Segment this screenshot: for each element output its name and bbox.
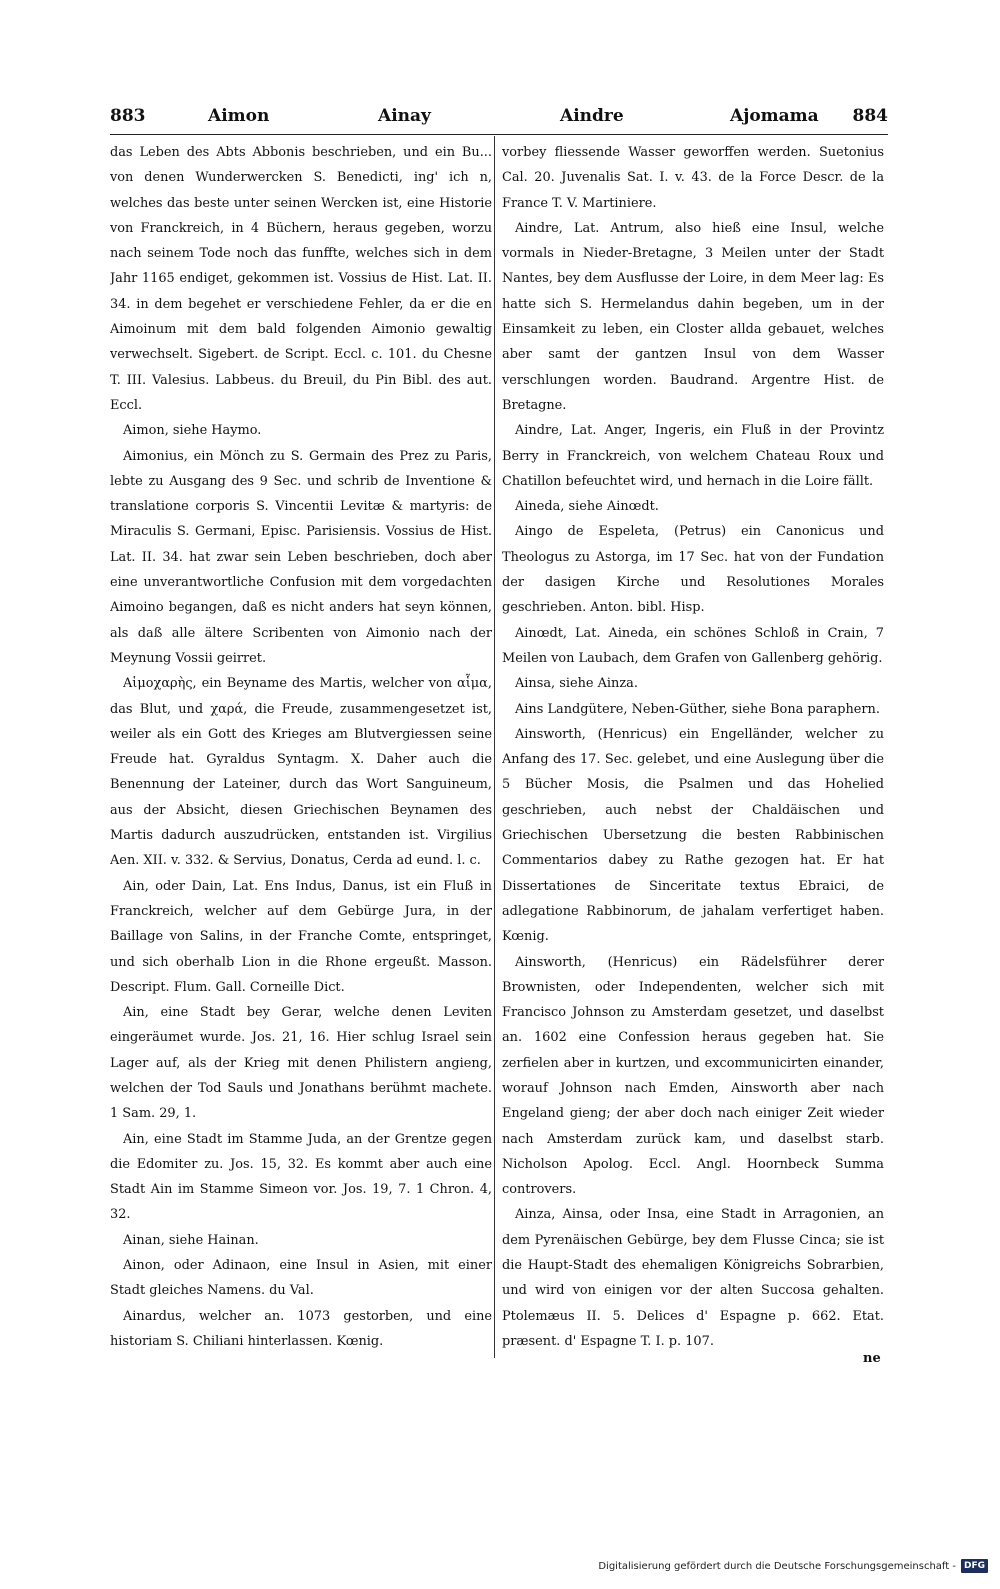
entry-paragraph: Ainœdt, Lat. Aineda, ein schönes Schloß in Crain, 7 Meilen von Laubach, dem Grafen von Gallenberg gehörig. [502,625,884,666]
header-keyword-1: Aimon [208,106,270,126]
entry-paragraph: Ains Landgütere, Neben-Güther, siehe Bona paraphern. [515,701,880,717]
header-keyword-2: Ainay [378,106,431,126]
entry-paragraph: Αἱμοχαρὴς, ein Beyname des Martis, welcher von αἷμα, das Blut, und χαρά, die Freude, zusammengesetzet ist, weiler als ein Gott des Krieges am Blutvergiessen seine Freude hat. Gyraldus Syntagm. X. Daher auch die Benennung der Lateiner, durch das Wort Sanguineum, aus der Absicht, diesen Griechischen Beynamen des Martis dadurch auszudrücken, entstanden ist. Virgilius Aen. XII. v. 332. & Servius, Donatus, Cerda ad eund. l. c. [110,676,492,869]
entry-paragraph: Aindre, Lat. Anger, Ingeris, ein Fluß in der Provintz Berry in Franckreich, von welchem Chateau Roux und Chatillon befeuchtet wird, und hernach in die Loire fällt. [502,423,884,489]
entry-paragraph: Ainon, oder Adinaon, eine Insul in Asien, mit einer Stadt gleiches Namens. du Val. [110,1258,492,1299]
entry-paragraph: Ainsworth, (Henricus) ein Rädelsführer derer Brownisten, oder Independenten, welcher sich mit Francisco Johnson zu Amsterdam gesetzet, und daselbst an. 1602 eine Confession heraus gegeben hat. Sie zerfielen aber in kurtzen, und excommunicirten einander, worauf Johnson nach Emden, Ainsworth aber nach Engeland gieng; der aber doch nach einiger Zeit wieder nach Amsterdam zurück kam, und daselbst starb. Nicholson Apolog. Eccl. Angl. Hoornbeck Summa controvers. [502,954,884,1198]
header-keyword-4: Ajomama [730,106,819,126]
entry-paragraph: Ainan, siehe Hainan. [123,1232,259,1248]
entry-paragraph: Ain, eine Stadt im Stamme Juda, an der Grentze gegen die Edomiter zu. Jos. 15, 32. Es kommt aber auch eine Stadt Ain im Stamme Simeon vor. Jos. 19, 7. 1 Chron. 4, 32. [110,1131,492,1223]
catchword: ne [863,1351,881,1366]
entry-paragraph: Aimon, siehe Haymo. [123,423,262,439]
entry-paragraph: Aindre, Lat. Antrum, also hieß eine Insul, welche vormals in Nieder-Bretagne, 3 Meilen unter der Stadt Nantes, bey dem Ausflusse der Loire, in dem Meer lag: Es hatte sich S. Hermelandus dahin begeben, um in der Einsamkeit zu leben, ein Closter allda gebauet, welches aber samt der gantzen Insul von dem Wasser verschlungen worden. Baudrand. Argentre Hist. de Bretagne. [502,220,884,413]
column-divider [494,136,495,1358]
entry-paragraph: Aineda, siehe Ainœdt. [515,499,659,515]
page-number-right: 884 [852,106,888,126]
left-column [110,140,492,1354]
right-column [502,140,884,1354]
entry-paragraph: Ain, eine Stadt bey Gerar, welche denen Leviten eingeräumet wurde. Jos. 21, 16. Hier schlug Israel sein Lager auf, als der Krieg mit denen Philistern angieng, welchen der Tod Sauls und Jonathans berühmt machete. 1 Sam. 29, 1. [110,1005,492,1122]
page-number-left: 883 [110,106,146,126]
entry-paragraph: Ainsa, siehe Ainza. [515,676,638,692]
header-keyword-3: Aindre [560,106,624,126]
footer-text: Digitalisierung gefördert durch die Deutsche Forschungsgemeinschaft - [598,1560,956,1572]
running-header [110,100,888,135]
entry-paragraph: Aimonius, ein Mönch zu S. Germain des Prez zu Paris, lebte zu Ausgang des 9 Sec. und schrib de Inventione & translatione corporis S. Vincentii Levitæ & martyris: de Miraculis S. Germani, Episc. Parisiensis. Vossius de Hist. Lat. II. 34. hat zwar sein Leben beschrieben, doch aber eine unverantwortliche Confusion mit dem vorgedachten Aimoino begangen, daß es nicht anders hat seyn können, als daß alle ältere Scribenten von Aimonio nach der Meynung Vossii geirret. [110,448,492,666]
digitization-footer [598,1559,988,1573]
entry-paragraph: das Leben des Abts Abbonis beschrieben, und ein Bu... von denen Wunderwercken S. Benedicti, ing' ich n, welches das beste unter seinen Wercken ist, eine Historie von Franckreich, in 4 Büchern, heraus gegeben, worzu nach seinem Tode noch das funffte, welches sich in dem Jahr 1165 endiget, gekommen ist. Vossius de Hist. Lat. II. 34. in dem begehet er verschiedene Fehler, da er die en Aimoinum mit dem bald folgenden Aimonio gewaltig verwechselt. Sigebert. de Script. Eccl. c. 101. du Chesne T. III. Valesius. Labbeus. du Breuil, du Pin Bibl. des aut. Eccl. [110,145,492,413]
dfg-logo: DFG [961,1559,988,1573]
entry-paragraph: Ainsworth, (Henricus) ein Engelländer, welcher zu Anfang des 17. Sec. gelebet, und eine Auslegung über die 5 Bücher Mosis, die Psalmen und das Hohelied geschrieben, auch nebst der Chaldäischen und Griechischen Ubersetzung die besten Rabbinischen Commentarios dabey zu Rathe gezogen hat. Er hat Dissertationes de Sinceritate textus Ebraici, de adlegatione Rabbinorum, de jahalam verfertiget haben. Kœnig. [502,726,884,945]
entry-paragraph: Ainza, Ainsa, oder Insa, eine Stadt in Arragonien, an dem Pyrenäischen Gebürge, bey dem Flusse Cinca; sie ist die Haupt-Stadt des ehemaligen Königreichs Sobrarbien, und wird von einigen vor der alten Succosa gehalten. Ptolemæus II. 5. Delices d' Espagne p. 662. Etat. præsent. d' Espagne T. I. p. 107. [502,1207,884,1349]
entry-paragraph: Ain, oder Dain, Lat. Ens Indus, Danus, ist ein Fluß in Franckreich, welcher auf dem Gebürge Jura, in der Baillage von Salins, in der Franche Comte, entspringet, und sich oberhalb Lion in die Rhone ergeußt. Masson. Descript. Flum. Gall. Corneille Dict. [110,878,492,995]
entry-paragraph: Aingo de Espeleta, (Petrus) ein Canonicus und Theologus zu Astorga, im 17 Sec. hat von der Fundation der dasigen Kirche und Resolutiones Morales geschrieben. Anton. bibl. Hisp. [502,524,884,616]
entry-paragraph: Ainardus, welcher an. 1073 gestorben, und eine historiam S. Chiliani hinterlassen. Kœnig. [110,1308,492,1349]
entry-paragraph: vorbey fliessende Wasser geworffen werden. Suetonius Cal. 20. Juvenalis Sat. I. v. 43. de la Force Descr. de la France T. V. Martiniere. [502,145,884,211]
